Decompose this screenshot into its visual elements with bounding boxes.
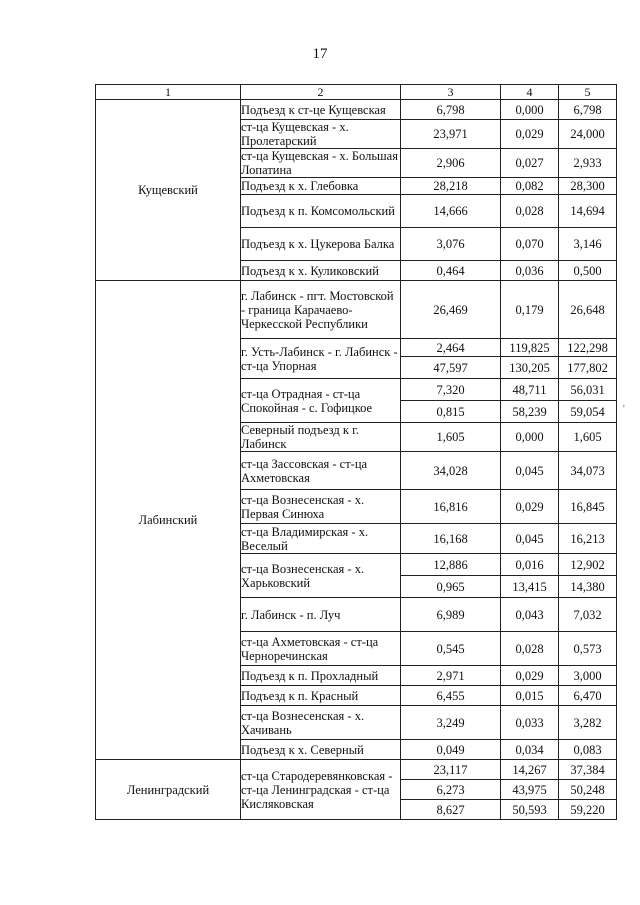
road-name: Подъезд к ст-це Кущевская [241,100,401,120]
road-name: ст-ца Вознесенская - х. Харьковский [241,554,401,598]
district-name: Кущевский [96,100,241,281]
length-col5: 177,802 [559,357,617,379]
length-col5: 59,220 [559,800,617,820]
length-total-col3: 23,971 [401,120,501,149]
length-col4: 0,045 [501,452,559,490]
header-col-1: 1 [96,85,241,100]
length-col4: 0,000 [501,100,559,120]
length-col5: 0,573 [559,632,617,666]
length-total-col3: 3,249 [401,706,501,740]
length-total-col3: 16,168 [401,524,501,554]
length-col5: 14,694 [559,195,617,228]
road-name: Подъезд к х. Северный [241,740,401,760]
header-col-3: 3 [401,85,501,100]
length-col4: 0,036 [501,261,559,281]
length-col4: 0,028 [501,632,559,666]
length-col5: 28,300 [559,178,617,195]
length-total-col3: 0,049 [401,740,501,760]
header-row [96,85,617,100]
length-col4: 0,034 [501,740,559,760]
road-name: Подъезд к п. Красный [241,686,401,706]
road-name: г. Лабинск - пгт. Мостовской - граница Карачаево-Черкесской Республики [241,281,401,339]
header-col-5: 5 [559,85,617,100]
table-row [96,281,617,339]
table-row [96,760,617,780]
road-name: г. Усть-Лабинск - г. Лабинск - ст-ца Упорная [241,339,401,379]
length-total-col3: 3,076 [401,228,501,261]
length-col5: 14,380 [559,576,617,598]
length-col5: 7,032 [559,598,617,632]
road-name: ст-ца Отрадная - ст-ца Спокойная - с. Гофицкое [241,379,401,423]
length-total-col3: 7,320 [401,379,501,401]
district-name: Ленинградский [96,760,241,820]
length-col5: 0,083 [559,740,617,760]
page-number: 17 [312,46,328,62]
road-name: Северный подъезд к г. Лабинск [241,423,401,452]
district-name: Лабинский [96,281,241,760]
length-total-col3: 14,666 [401,195,501,228]
length-col4: 0,045 [501,524,559,554]
length-col5: 6,798 [559,100,617,120]
length-total-col3: 0,815 [401,401,501,423]
road-name: ст-ца Кущевская - х. Пролетарский [241,120,401,149]
length-total-col3: 28,218 [401,178,501,195]
length-col4: 0,000 [501,423,559,452]
road-name: Подъезд к х. Куликовский [241,261,401,281]
margin-mark: ' [623,404,625,415]
length-total-col3: 8,627 [401,800,501,820]
length-total-col3: 12,886 [401,554,501,576]
length-col5: 37,384 [559,760,617,780]
length-col5: 3,000 [559,666,617,686]
length-col5: 34,073 [559,452,617,490]
length-total-col3: 2,906 [401,149,501,178]
length-col5: 6,470 [559,686,617,706]
road-name: Подъезд к х. Глебовка [241,178,401,195]
table-row [96,100,617,120]
length-col5: 3,282 [559,706,617,740]
length-col4: 14,267 [501,760,559,780]
road-name: ст-ца Ахметовская - ст-ца Черноречинская [241,632,401,666]
length-total-col3: 16,816 [401,490,501,524]
length-total-col3: 0,545 [401,632,501,666]
length-total-col3: 1,605 [401,423,501,452]
length-col4: 0,029 [501,666,559,686]
length-col4: 0,028 [501,195,559,228]
length-total-col3: 0,965 [401,576,501,598]
length-col4: 0,029 [501,490,559,524]
length-col4: 48,711 [501,379,559,401]
length-col5: 26,648 [559,281,617,339]
length-col5: 3,146 [559,228,617,261]
length-col4: 0,043 [501,598,559,632]
length-col4: 0,070 [501,228,559,261]
length-col5: 16,213 [559,524,617,554]
length-col5: 122,298 [559,339,617,357]
length-col4: 0,179 [501,281,559,339]
road-name: ст-ца Кущевская - х. Большая Лопатина [241,149,401,178]
length-col5: 59,054 [559,401,617,423]
length-col4: 0,033 [501,706,559,740]
length-col4: 0,082 [501,178,559,195]
length-col4: 0,029 [501,120,559,149]
road-name: Подъезд к х. Цукерова Балка [241,228,401,261]
length-col5: 50,248 [559,780,617,800]
length-col5: 12,902 [559,554,617,576]
road-name: г. Лабинск - п. Луч [241,598,401,632]
length-total-col3: 0,464 [401,261,501,281]
road-name: ст-ца Владимирская - х. Веселый [241,524,401,554]
length-col4: 130,205 [501,357,559,379]
length-col4: 43,975 [501,780,559,800]
length-col4: 119,825 [501,339,559,357]
length-total-col3: 23,117 [401,760,501,780]
length-col5: 24,000 [559,120,617,149]
road-name: ст-ца Стародеревянковская - ст-ца Ленинградская - ст-ца Кисляковская [241,760,401,820]
length-col4: 0,027 [501,149,559,178]
road-name: ст-ца Вознесенская - х. Первая Синюха [241,490,401,524]
header-col-4: 4 [501,85,559,100]
length-col4: 13,415 [501,576,559,598]
length-total-col3: 47,597 [401,357,501,379]
length-col4: 50,593 [501,800,559,820]
length-total-col3: 2,971 [401,666,501,686]
length-total-col3: 6,273 [401,780,501,800]
length-col5: 1,605 [559,423,617,452]
length-col4: 0,016 [501,554,559,576]
length-col4: 0,015 [501,686,559,706]
road-name: Подъезд к п. Прохладный [241,666,401,686]
length-col5: 56,031 [559,379,617,401]
length-col5: 16,845 [559,490,617,524]
length-col5: 2,933 [559,149,617,178]
length-total-col3: 6,989 [401,598,501,632]
length-total-col3: 26,469 [401,281,501,339]
length-col4: 58,239 [501,401,559,423]
length-total-col3: 2,464 [401,339,501,357]
header-col-2: 2 [241,85,401,100]
road-name: ст-ца Вознесенская - х. Хачивань [241,706,401,740]
road-name: ст-ца Зассовская - ст-ца Ахметовская [241,452,401,490]
length-total-col3: 6,455 [401,686,501,706]
road-name: Подъезд к п. Комсомольский [241,195,401,228]
roads-table [95,84,617,820]
length-col5: 0,500 [559,261,617,281]
length-total-col3: 34,028 [401,452,501,490]
length-total-col3: 6,798 [401,100,501,120]
